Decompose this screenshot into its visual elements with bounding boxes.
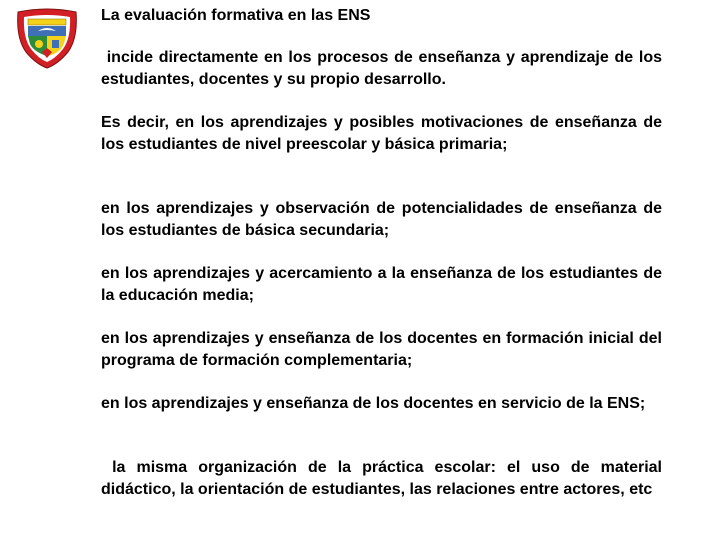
paragraph-basica-secundaria: en los aprendizajes y observación de potencialidades de enseñanza de los estudiantes de básica secundaria; <box>101 200 667 239</box>
paragraph-docentes-servicio: en los aprendizajes y enseñanza de los docentes en servicio de la ENS; <box>101 395 646 412</box>
paragraph-practica-escolar: la misma organización de la práctica escolar: el uso de material didáctico, la orientación de estudiantes, las relaciones entre actores, etc <box>101 459 667 498</box>
page-title: La evaluación formativa en las ENS <box>101 7 371 24</box>
paragraph-impact: incide directamente en los procesos de enseñanza y aprendizaje de los estudiantes, docentes y su propio desarrollo. <box>101 49 667 88</box>
school-shield-emblem-icon <box>14 8 80 70</box>
paragraph-educacion-media: en los aprendizajes y acercamiento a la enseñanza de los estudiantes de la educación media; <box>101 265 667 304</box>
paragraph-preescolar-primaria: Es decir, en los aprendizajes y posibles motivaciones de enseñanza de los estudiantes de nivel preescolar y básica primaria; <box>101 114 667 153</box>
paragraph-docentes-formacion: en los aprendizajes y enseñanza de los docentes en formación inicial del programa de formación complementaria; <box>101 330 667 369</box>
